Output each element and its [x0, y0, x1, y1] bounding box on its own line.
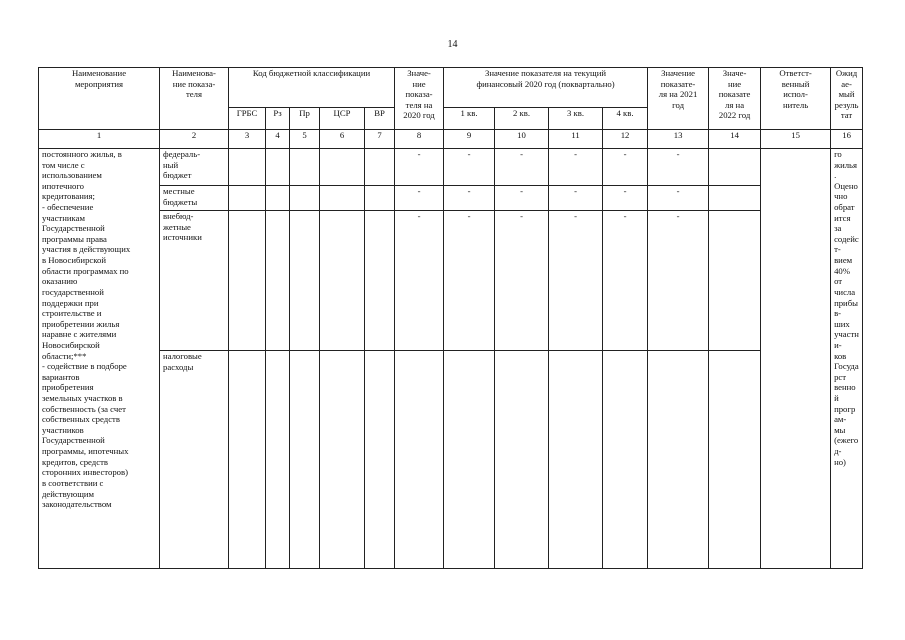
header-pr: Пр: [290, 108, 320, 130]
column-number: 13: [648, 130, 709, 149]
indicator-name: федераль- ный бюджет: [160, 149, 229, 186]
column-number: 14: [709, 130, 761, 149]
indicator-name: внебюд- жетные источники: [160, 211, 229, 351]
column-number: 1: [39, 130, 160, 149]
value-q1: -: [444, 149, 495, 186]
value-q3: [549, 351, 603, 569]
value-q4: -: [603, 186, 648, 211]
column-number: 4: [266, 130, 290, 149]
expected-result: го жилья. Оценочно обратится за содейст- вием 40% от числа прибыв- ших участни- ков Государст венной програм- мы (ежегод- но): [831, 149, 863, 569]
value-q2: [495, 351, 549, 569]
indicator-row: [39, 149, 863, 186]
value-q3: -: [549, 149, 603, 186]
indicator-row: [39, 186, 863, 211]
value-2021: [648, 351, 709, 569]
value-q4: -: [603, 211, 648, 351]
value-q1: -: [444, 211, 495, 351]
header-measure: Наименование мероприятия: [39, 68, 160, 130]
column-number: 8: [395, 130, 444, 149]
header-rz: Рз: [266, 108, 290, 130]
value-2021: -: [648, 211, 709, 351]
column-number: 7: [365, 130, 395, 149]
column-number: 15: [761, 130, 831, 149]
program-measures-table: [38, 67, 863, 569]
measure-description: постоянного жилья, в том числе с использованием ипотечного кредитования; - обеспечение участникам Государственной программы права участия в действующих в Новосибирской области программах по оказанию государственной поддержки при строительстве и приобретении жилья наравне с жителями Новосибирской области;*** - содействие в подборе вариантов приобретения земельных участков в собственность (за счет собственных средств участников Государственной программы, ипотечных кредитов, средств сторонних инвесторов) в соответствии с действующим законодательством: [39, 149, 160, 569]
value-q2: -: [495, 149, 549, 186]
header-grbs: ГРБС: [229, 108, 266, 130]
header-q3: 3 кв.: [549, 108, 603, 130]
header-q4: 4 кв.: [603, 108, 648, 130]
column-number-row: [39, 130, 863, 149]
header-value-2020: Значе- ние показа- теля на 2020 год: [395, 68, 444, 130]
header-q1: 1 кв.: [444, 108, 495, 130]
value-q1: [444, 351, 495, 569]
header-vr: ВР: [365, 108, 395, 130]
value-2020: -: [395, 186, 444, 211]
header-budget-code: Код бюджетной классификации: [229, 68, 395, 108]
header-responsible: Ответст- венный испол- нитель: [761, 68, 831, 130]
header-value-2021: Значение показате- ля на 2021 год: [648, 68, 709, 130]
column-number: 16: [831, 130, 863, 149]
indicator-row: [39, 211, 863, 351]
value-2020: -: [395, 149, 444, 186]
value-q4: [603, 351, 648, 569]
header-csr: ЦСР: [320, 108, 365, 130]
value-q4: -: [603, 149, 648, 186]
header-indicator: Наименова- ние показа- теля: [160, 68, 229, 130]
header-q2: 2 кв.: [495, 108, 549, 130]
column-number: 10: [495, 130, 549, 149]
indicator-name: налоговые расходы: [160, 351, 229, 569]
value-2021: -: [648, 149, 709, 186]
value-q2: -: [495, 186, 549, 211]
indicator-name: местные бюджеты: [160, 186, 229, 211]
column-number: 9: [444, 130, 495, 149]
value-q3: -: [549, 211, 603, 351]
indicator-row: [39, 351, 863, 569]
header-value-2022: Значе- ние показате ля на 2022 год: [709, 68, 761, 130]
responsible-cell: [761, 149, 831, 569]
column-number: 6: [320, 130, 365, 149]
page-number: 14: [447, 39, 458, 50]
column-number: 12: [603, 130, 648, 149]
value-q3: -: [549, 186, 603, 211]
value-2021: -: [648, 186, 709, 211]
value-2020: -: [395, 211, 444, 351]
column-number: 11: [549, 130, 603, 149]
value-q1: -: [444, 186, 495, 211]
column-number: 5: [290, 130, 320, 149]
column-number: 2: [160, 130, 229, 149]
header-current-year: Значение показателя на текущий финансовый 2020 год (поквартально): [444, 68, 648, 108]
value-q2: -: [495, 211, 549, 351]
value-2020: [395, 351, 444, 569]
header-expected-result: Ожидае- мый результат: [831, 68, 863, 130]
column-number: 3: [229, 130, 266, 149]
